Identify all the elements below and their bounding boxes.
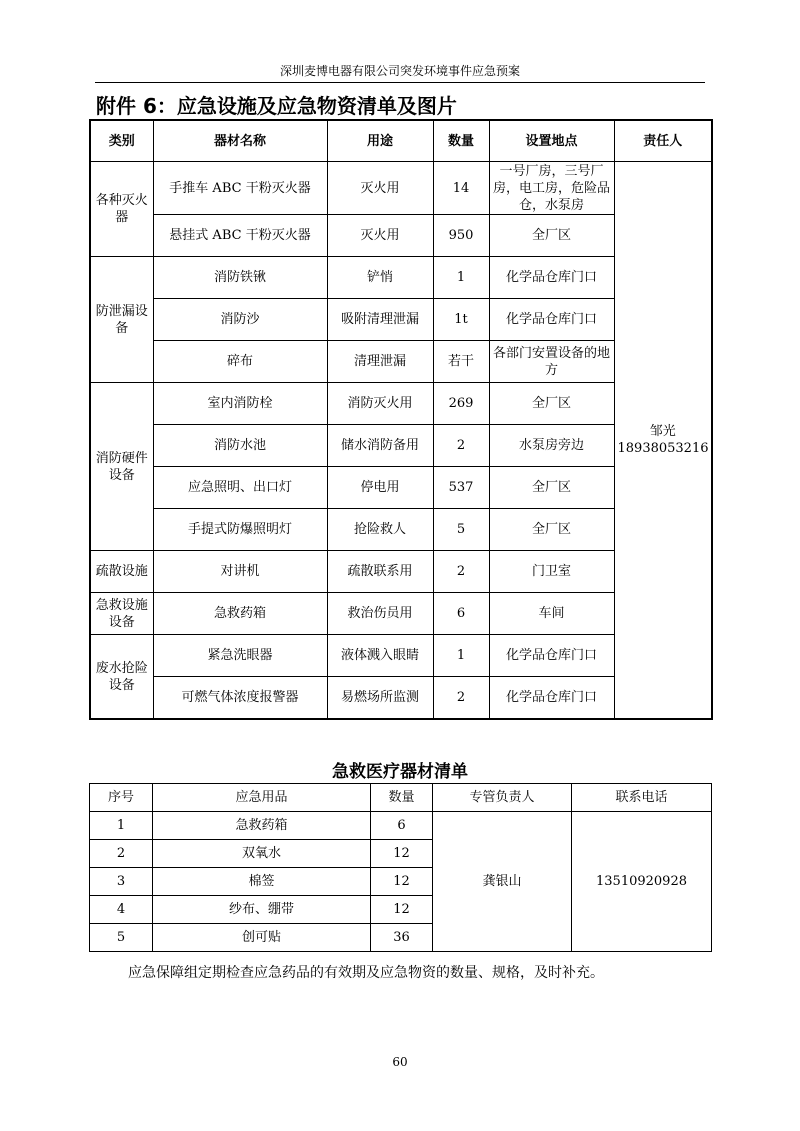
- table-header-row: [90, 784, 712, 812]
- item-name: 急救药箱: [153, 812, 371, 840]
- equipment-use: 灭火用: [327, 215, 433, 257]
- emergency-facilities-table: [89, 119, 713, 720]
- equipment-use: 易燃场所监测: [327, 677, 433, 720]
- equipment-location: 化学品仓库门口: [489, 635, 614, 677]
- equipment-name: 碎布: [153, 341, 327, 383]
- equipment-location: 各部门安置设备的地方: [489, 341, 614, 383]
- maintenance-note: 应急保障组定期检查应急药品的有效期及应急物资的数量、规格，及时补充。: [128, 965, 604, 981]
- category-cell: 消防硬件设备: [90, 383, 153, 551]
- page-number: 60: [392, 1055, 408, 1069]
- col-header: 设置地点: [489, 120, 614, 162]
- equipment-qty: 1t: [433, 299, 489, 341]
- item-qty: 12: [371, 840, 433, 868]
- equipment-name: 消防水池: [153, 425, 327, 467]
- equipment-use: 灭火用: [327, 162, 433, 215]
- category-cell: 废水抢险设备: [90, 635, 153, 720]
- col-header: 数量: [433, 120, 489, 162]
- equipment-name: 悬挂式 ABC 干粉灭火器: [153, 215, 327, 257]
- table-row: [90, 162, 712, 215]
- equipment-use: 救治伤员用: [327, 593, 433, 635]
- equipment-use: 停电用: [327, 467, 433, 509]
- item-index: 4: [90, 896, 153, 924]
- equipment-use: 清理泄漏: [327, 341, 433, 383]
- table-header-row: [90, 120, 712, 162]
- equipment-use: 储水消防备用: [327, 425, 433, 467]
- equipment-name: 急救药箱: [153, 593, 327, 635]
- item-name: 纱布、绷带: [153, 896, 371, 924]
- col-header: 序号: [90, 784, 153, 812]
- equipment-qty: 14: [433, 162, 489, 215]
- item-index: 1: [90, 812, 153, 840]
- equipment-qty: 2: [433, 425, 489, 467]
- equipment-location: 车间: [489, 593, 614, 635]
- equipment-location: 全厂区: [489, 215, 614, 257]
- col-header: 应急用品: [153, 784, 371, 812]
- equipment-name: 紧急洗眼器: [153, 635, 327, 677]
- item-name: 棉签: [153, 868, 371, 896]
- equipment-name: 可燃气体浓度报警器: [153, 677, 327, 720]
- equipment-name: 手推车 ABC 干粉灭火器: [153, 162, 327, 215]
- equipment-use: 铲悄: [327, 257, 433, 299]
- equipment-use: 液体溅入眼睛: [327, 635, 433, 677]
- equipment-location: 化学品仓库门口: [489, 299, 614, 341]
- col-header: 器材名称: [153, 120, 327, 162]
- phone-cell: 13510920928: [572, 812, 712, 952]
- equipment-qty: 1: [433, 635, 489, 677]
- equipment-location: 全厂区: [489, 383, 614, 425]
- table-row: [90, 812, 712, 840]
- equipment-qty: 6: [433, 593, 489, 635]
- category-cell: 各种灭火器: [90, 162, 153, 257]
- category-cell: 急救设施设备: [90, 593, 153, 635]
- section-subtitle: 急救医疗器材清单: [332, 762, 468, 782]
- col-header: 用途: [327, 120, 433, 162]
- equipment-name: 应急照明、出口灯: [153, 467, 327, 509]
- equipment-location: 全厂区: [489, 467, 614, 509]
- equipment-name: 消防铁锹: [153, 257, 327, 299]
- equipment-use: 消防灭火用: [327, 383, 433, 425]
- responsible-person-cell: [614, 162, 712, 720]
- equipment-use: 吸附清理泄漏: [327, 299, 433, 341]
- equipment-qty: 若干: [433, 341, 489, 383]
- item-qty: 12: [371, 868, 433, 896]
- item-index: 3: [90, 868, 153, 896]
- equipment-qty: 2: [433, 677, 489, 720]
- item-qty: 6: [371, 812, 433, 840]
- category-cell: 疏散设施: [90, 551, 153, 593]
- equipment-name: 对讲机: [153, 551, 327, 593]
- item-qty: 12: [371, 896, 433, 924]
- item-name: 双氧水: [153, 840, 371, 868]
- page-title: 附件 6：应急设施及应急物资清单及图片: [96, 94, 457, 118]
- equipment-location: 水泵房旁边: [489, 425, 614, 467]
- item-index: 2: [90, 840, 153, 868]
- col-header: 类别: [90, 120, 153, 162]
- equipment-name: 消防沙: [153, 299, 327, 341]
- equipment-location: 化学品仓库门口: [489, 257, 614, 299]
- equipment-qty: 5: [433, 509, 489, 551]
- equipment-qty: 1: [433, 257, 489, 299]
- col-header: 责任人: [614, 120, 712, 162]
- equipment-location: 全厂区: [489, 509, 614, 551]
- page-header: 深圳麦博电器有限公司突发环境事件应急预案: [95, 62, 705, 83]
- equipment-name: 手提式防爆照明灯: [153, 509, 327, 551]
- item-index: 5: [90, 924, 153, 952]
- equipment-location: 一号厂房，三号厂房，电工房，危险品仓，水泵房: [489, 162, 614, 215]
- item-name: 创可贴: [153, 924, 371, 952]
- col-header: 联系电话: [572, 784, 712, 812]
- equipment-qty: 269: [433, 383, 489, 425]
- equipment-qty: 950: [433, 215, 489, 257]
- category-cell: 防泄漏设备: [90, 257, 153, 383]
- col-header: 专管负责人: [433, 784, 572, 812]
- equipment-use: 疏散联系用: [327, 551, 433, 593]
- first-aid-table: [89, 783, 712, 952]
- equipment-location: 化学品仓库门口: [489, 677, 614, 720]
- item-qty: 36: [371, 924, 433, 952]
- manager-cell: 龚银山: [433, 812, 572, 952]
- equipment-location: 门卫室: [489, 551, 614, 593]
- responsible-phone: 18938053216: [617, 441, 709, 456]
- equipment-qty: 537: [433, 467, 489, 509]
- responsible-name: 邹光: [649, 424, 676, 439]
- col-header: 数量: [371, 784, 433, 812]
- equipment-qty: 2: [433, 551, 489, 593]
- equipment-use: 抢险救人: [327, 509, 433, 551]
- equipment-name: 室内消防栓: [153, 383, 327, 425]
